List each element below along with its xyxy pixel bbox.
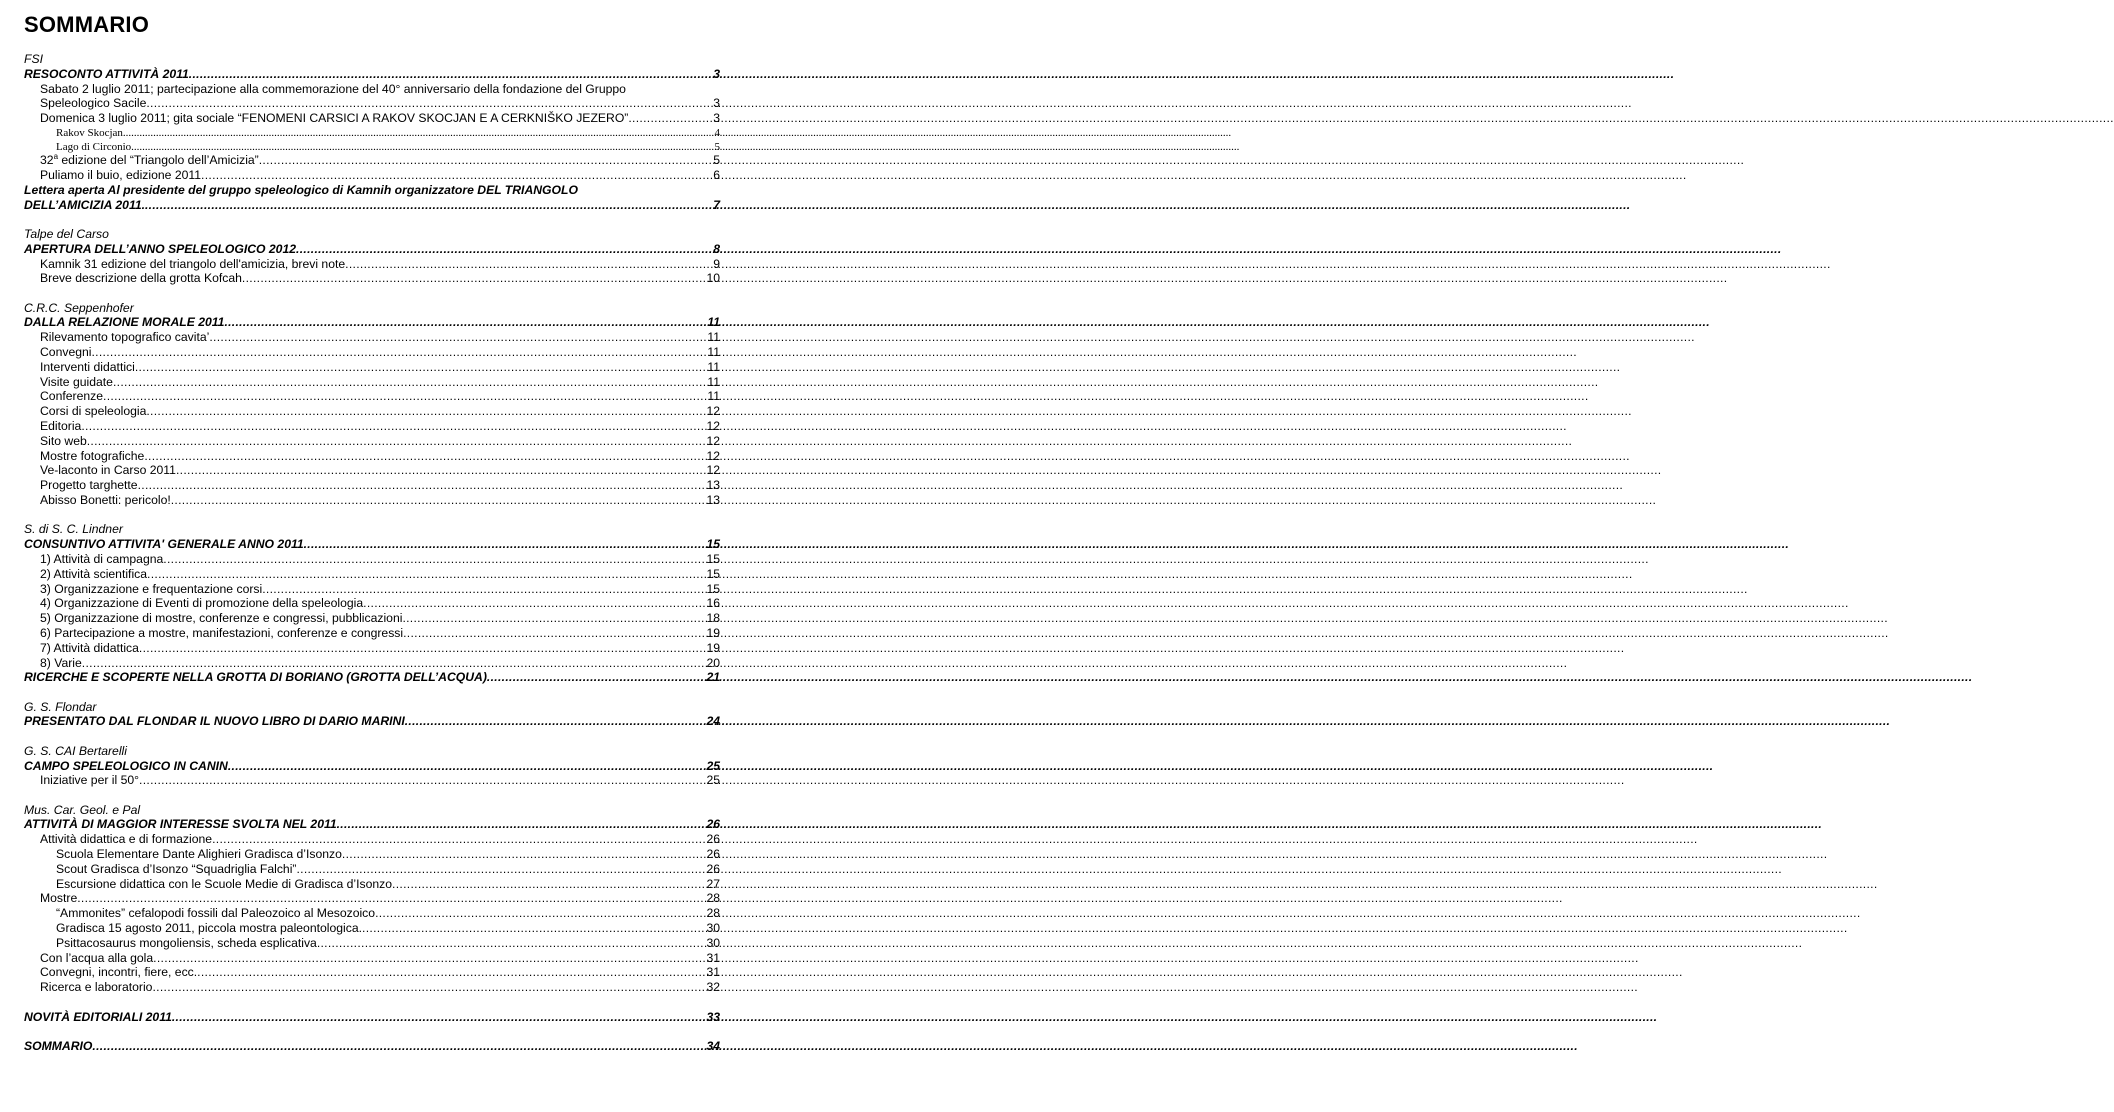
toc-entry-text: Breve descrizione della grotta Kofcah <box>40 271 242 286</box>
dot-leader <box>392 877 705 891</box>
dot-leader <box>146 96 712 110</box>
page-number: 11 <box>707 359 720 374</box>
toc-entry-text: Iniziative per il 50° <box>40 773 140 788</box>
toc-entry-text: APERTURA DELL’ANNO SPELEOLOGICO 2012 <box>24 241 297 256</box>
page-number: 30 <box>706 921 720 935</box>
toc-entry-line1[interactable] <box>24 82 720 96</box>
page-number: 15 <box>706 551 720 566</box>
page-number: 15 <box>706 537 720 552</box>
toc-entry[interactable] <box>24 345 720 359</box>
page-number: 27 <box>706 876 720 891</box>
dot-leader <box>304 537 706 551</box>
dot-leader <box>487 670 706 684</box>
dot-leader <box>92 345 707 359</box>
toc-entry-title-part: Lettera aperta Al presidente del gruppo speleologico di Kamnih organizzatore DEL TRIANGOLO <box>24 182 578 197</box>
toc-entry-title <box>56 862 296 876</box>
toc-group-heading: FSI <box>24 52 43 66</box>
toc-entry[interactable] <box>24 891 720 905</box>
page-number: 25 <box>706 773 720 788</box>
toc-entry-title <box>40 271 242 285</box>
toc-entry[interactable] <box>24 847 720 861</box>
toc-entry-title-part: Sabato 2 luglio 2011; partecipazione alla commemorazione del 40° anniversario della fondazione del Gruppo <box>40 81 626 96</box>
toc-entry-text: Convegni <box>40 345 92 359</box>
toc-entry-title <box>40 478 138 492</box>
toc-group-heading: C.R.C. Seppenhofer <box>24 300 134 315</box>
page-number: 12 <box>706 433 720 448</box>
toc-entry-title <box>40 552 163 566</box>
dot-leader <box>139 773 705 787</box>
toc-entry-text: Kamnik 31 edizione del triangolo dell'amicizia, brevi note <box>40 256 346 271</box>
toc-entry-text: NOVITÀ EDITORIALI 2011 <box>24 1009 172 1024</box>
toc-entry-text: CAMPO SPELEOLOGICO IN CANIN <box>24 758 228 773</box>
dot-leader <box>296 242 712 256</box>
toc-entry-text: RESOCONTO ATTIVITÀ 2011 <box>24 66 189 81</box>
toc-entry-text: Psittacosaurus mongoliensis, scheda esplicativa <box>56 935 317 950</box>
dot-leader <box>152 980 705 994</box>
toc-entry-text: “Ammonites” cefalopodi fossili dal Paleozoico al Mesozoico <box>56 906 376 921</box>
document-page <box>0 0 739 1112</box>
toc-entry-text: SOMMARIO <box>24 1038 93 1053</box>
dot-leader <box>153 951 705 965</box>
toc-entry-title <box>40 626 403 640</box>
toc-entry[interactable] <box>24 315 720 329</box>
toc-entry[interactable] <box>24 670 720 684</box>
toc-entry-text: Scuola Elementare Dante Alighieri Gradisca d’Isonzo <box>56 847 342 861</box>
toc-entry-title <box>40 360 135 374</box>
toc-entry-text: 3) Organizzazione e frequentazione corsi <box>40 581 263 596</box>
page-number: 16 <box>706 596 720 611</box>
toc-entry-text: Puliamo il buio, edizione 2011 <box>40 168 202 182</box>
toc-entry-title <box>56 877 392 891</box>
toc-entry-title <box>40 951 153 965</box>
toc-entry[interactable] <box>24 980 720 994</box>
page-number: 19 <box>706 625 720 640</box>
toc-entry[interactable] <box>24 965 720 979</box>
toc-entry-text: Corsi di speleologia <box>40 404 147 419</box>
dot-leader <box>171 493 706 507</box>
page-number: 11 <box>707 345 720 359</box>
toc-entry[interactable] <box>24 111 720 125</box>
dot-leader <box>81 419 705 433</box>
dot-leader <box>113 375 706 389</box>
toc-entry-title <box>40 168 201 182</box>
toc-entry[interactable] <box>24 419 720 433</box>
toc-entry[interactable] <box>24 714 720 728</box>
page-number: 31 <box>706 965 720 980</box>
dot-leader <box>209 330 706 344</box>
dot-leader <box>197 965 705 979</box>
page-number: 11 <box>707 374 720 389</box>
toc-entry-title <box>40 641 139 655</box>
toc-group-heading: Mus. Car. Geol. e Pal <box>24 802 141 817</box>
toc-entry-title <box>56 847 342 861</box>
toc-entry-text: Convegni, incontri, fiere, ecc. <box>40 965 198 980</box>
toc-entry-text: Mostre fotografiche <box>40 448 145 463</box>
toc-entry[interactable] <box>24 404 720 418</box>
toc-entry[interactable] <box>24 567 720 581</box>
toc-entry-text: CONSUNTIVO ATTIVITA' GENERALE ANNO 2011 <box>24 537 304 552</box>
dot-leader <box>145 198 712 212</box>
toc-group-heading: G. S. Flondar <box>24 699 97 714</box>
page-number: 3 <box>713 111 720 126</box>
dot-leader <box>144 449 705 463</box>
toc-entry-title <box>40 567 147 581</box>
toc-entry-text: Visite guidate <box>40 374 113 389</box>
toc-entry-title <box>24 817 337 831</box>
toc-entry-title <box>40 493 171 507</box>
toc-entry[interactable] <box>24 126 720 140</box>
toc-entry[interactable] <box>24 817 720 831</box>
toc-entry-text: Scout Gradisca d’Isonzo “Squadriglia Falchi” <box>56 861 297 876</box>
toc-entry-title <box>24 1039 92 1053</box>
toc-entry-text: 8) Varie <box>40 655 82 670</box>
toc-entry[interactable] <box>24 140 720 154</box>
dot-leader <box>176 463 705 477</box>
page-number: 26 <box>706 832 720 847</box>
toc-entry[interactable] <box>24 198 720 212</box>
toc-entry-title <box>40 463 176 477</box>
dot-leader <box>138 478 706 492</box>
page-number: 33 <box>706 1009 720 1024</box>
dot-leader <box>82 656 706 670</box>
dot-leader <box>77 891 705 905</box>
toc-entry-text: Escursione didattica con le Scuole Medie di Gradisca d’Isonzo <box>56 876 393 891</box>
toc-entry[interactable] <box>24 330 720 344</box>
toc-entry[interactable] <box>24 596 720 610</box>
dot-leader <box>123 126 714 140</box>
toc-entry-text: 4) Organizzazione di Eventi di promozione della speleologia <box>40 596 364 611</box>
dot-leader <box>92 1039 705 1053</box>
page-number: 9 <box>713 256 720 271</box>
page-number: 11 <box>707 330 720 345</box>
dot-leader <box>212 832 705 846</box>
toc-entry-title <box>24 242 296 256</box>
toc-entry-title <box>40 375 113 389</box>
toc-entry-text: edizione del “Triangolo dell’Amicizia” <box>58 153 259 168</box>
toc-entry[interactable] <box>24 168 720 182</box>
page-number: 10 <box>706 271 720 286</box>
page-number: 32 <box>706 980 720 995</box>
toc-entry[interactable] <box>24 537 720 551</box>
dot-leader <box>262 582 705 596</box>
toc-group-heading: Talpe del Carso <box>24 226 109 241</box>
toc-entry-text: Speleologico Sacile <box>40 96 147 111</box>
toc-entry-title <box>40 832 212 846</box>
dot-leader <box>103 389 706 403</box>
page-number: 13 <box>706 493 720 507</box>
page-number: 28 <box>706 906 720 921</box>
page-number: 24 <box>706 714 720 729</box>
dot-leader <box>189 67 712 81</box>
page-number: 11 <box>707 315 720 330</box>
toc-entry-text: DELL’AMICIZIA 2011. <box>24 197 145 212</box>
page-number: 26 <box>706 817 720 832</box>
toc-entry[interactable] <box>24 877 720 891</box>
toc-entry-title <box>24 67 189 81</box>
dot-leader <box>402 611 705 625</box>
page-number: 12 <box>706 404 720 419</box>
toc-entry-line1[interactable] <box>24 183 720 197</box>
toc-entry[interactable] <box>24 936 720 950</box>
toc-entry-title <box>24 759 228 773</box>
toc-entry-number: 32 <box>40 153 54 168</box>
page-number: 11 <box>707 389 720 404</box>
toc-group-heading: S. di S. C. Lindner <box>24 522 123 537</box>
dot-leader <box>172 1010 706 1024</box>
dot-leader <box>135 360 707 374</box>
toc-entry-title <box>24 315 224 329</box>
toc-entry-title <box>40 434 87 448</box>
toc-entry-title <box>24 1010 172 1024</box>
dot-leader <box>146 404 705 418</box>
toc-entry-text: DALLA RELAZIONE MORALE 2011 <box>24 315 225 330</box>
toc-entry-title <box>40 449 144 463</box>
dot-leader <box>139 641 706 655</box>
page-number: 3 <box>713 66 720 81</box>
toc-entry-title <box>56 906 375 920</box>
toc-entry[interactable] <box>24 656 720 670</box>
toc-entry[interactable] <box>24 582 720 596</box>
toc-entry[interactable] <box>24 921 720 935</box>
toc-entry-title <box>40 96 146 110</box>
toc-entry-text: Conferenze <box>40 389 104 404</box>
page-number: 31 <box>706 950 720 965</box>
toc-entry-title <box>40 596 363 610</box>
toc-entry-title <box>56 921 362 935</box>
toc-entry-text: 5) Organizzazione di mostre, conferenze e congressi, pubblicazioni <box>40 611 403 626</box>
page-number: 12 <box>706 419 720 433</box>
dot-leader <box>131 140 713 154</box>
toc-entry-text: Domenica 3 luglio 2011; gita sociale “FENOMENI CARSICI A RAKOV SKOCJAN E A CERKNIŠKO JEZERO” <box>40 111 629 126</box>
dot-leader <box>163 552 705 566</box>
toc-entry[interactable] <box>24 1010 720 1024</box>
toc-entry-title <box>40 891 77 905</box>
toc-entry-title <box>40 773 139 787</box>
dot-leader <box>375 906 705 920</box>
toc-entry-text: Editoria <box>40 419 82 433</box>
toc-entry[interactable] <box>24 552 720 566</box>
page-number: 19 <box>706 640 720 655</box>
toc-entry-text: 1) Attività di campagna <box>40 551 164 566</box>
toc-entry-title <box>40 980 152 994</box>
toc-entry[interactable] <box>24 832 720 846</box>
toc-group-heading: G. S. CAI Bertarelli <box>24 743 127 758</box>
toc-entry[interactable] <box>24 153 720 167</box>
page-number: 5 <box>713 153 720 168</box>
toc-entry[interactable] <box>24 759 720 773</box>
toc-entry-title <box>40 330 209 344</box>
toc-entry[interactable] <box>24 375 720 389</box>
toc-entry[interactable] <box>24 478 720 492</box>
page-number: 8 <box>713 241 720 256</box>
toc-entry[interactable] <box>24 389 720 403</box>
dot-leader <box>87 434 706 448</box>
toc-entry[interactable] <box>24 611 720 625</box>
toc-entry-text: Abisso Bonetti: pericolo! <box>40 493 171 507</box>
toc-entry-title <box>40 404 146 418</box>
page-number: 4 <box>714 127 720 139</box>
dot-leader <box>201 168 712 182</box>
toc-entry-text: Attività didattica e di formazione <box>40 832 213 847</box>
dot-leader <box>403 626 705 640</box>
toc-entry[interactable] <box>24 242 720 256</box>
page-number: 18 <box>706 611 720 626</box>
toc-entry-text: 2) Attività scientifica <box>40 566 148 581</box>
superscript: a <box>53 152 59 162</box>
toc-entry-title <box>40 257 345 271</box>
toc-entry[interactable] <box>24 493 720 507</box>
page-number: 20 <box>706 655 720 670</box>
dot-leader <box>628 111 712 125</box>
page-number: 3 <box>713 96 720 111</box>
page-number: 34 <box>706 1038 720 1053</box>
toc-entry-title <box>24 714 405 728</box>
dot-leader <box>345 257 712 271</box>
toc-entry-title <box>40 153 259 167</box>
dot-leader <box>224 315 706 329</box>
dot-leader <box>147 567 705 581</box>
toc-entry-title <box>40 111 628 125</box>
toc-entry-text: Ve-laconto in Carso 2011 <box>40 463 176 478</box>
page-number: 15 <box>706 566 720 581</box>
toc-entry-text: Mostre <box>40 891 78 906</box>
toc-entry-title <box>40 345 92 359</box>
toc-entry[interactable] <box>24 773 720 787</box>
toc-entry-text: Sito web <box>40 433 87 448</box>
toc-entry-text: Ricerca e laboratorio <box>40 980 153 995</box>
page-number: 12 <box>706 463 720 478</box>
toc-entry-title <box>24 537 304 551</box>
dot-leader <box>362 921 705 935</box>
toc-entry-text: Rakov Skocjan <box>56 127 123 139</box>
toc-entry-text: Progetto targhette <box>40 478 138 493</box>
page-number: 25 <box>706 758 720 773</box>
toc-entry-text: Gradisca 15 agosto 2011, piccola mostra paleontologica. <box>56 921 363 935</box>
toc-entry[interactable] <box>24 641 720 655</box>
dot-leader <box>337 817 706 831</box>
page-number: 15 <box>706 581 720 596</box>
toc-entry[interactable] <box>24 360 720 374</box>
page-number: 28 <box>706 891 720 906</box>
dot-leader <box>296 862 705 876</box>
toc-entry-text: Lago di Circonio <box>56 140 132 153</box>
toc-entry-title <box>56 126 123 140</box>
toc-entry[interactable] <box>24 449 720 463</box>
toc-entry-title <box>40 656 82 670</box>
toc-entry-text: Con l’acqua alla gola <box>40 950 154 965</box>
dot-leader <box>363 596 705 610</box>
toc-entry-text: Rilevamento topografico cavita’ <box>40 330 210 345</box>
toc-entry-title <box>56 140 131 154</box>
dot-leader <box>228 759 706 773</box>
toc-entry-text: RICERCHE E SCOPERTE NELLA GROTTA DI BORIANO (GROTTA DELL’ACQUA) <box>24 670 487 685</box>
toc-entry-title <box>40 611 402 625</box>
toc-entry-title <box>40 389 103 403</box>
toc-entry-title <box>56 936 317 950</box>
page-number: 26 <box>706 847 720 861</box>
toc-entry-text: ATTIVITÀ DI MAGGIOR INTERESSE SVOLTA NEL 2011 <box>24 817 337 832</box>
toc-entry[interactable] <box>24 67 720 81</box>
toc-entry-text: Interventi didattici <box>40 359 135 374</box>
page-number: 26 <box>706 861 720 876</box>
dot-leader <box>405 714 706 728</box>
page-number: 6 <box>713 168 720 182</box>
toc-entry[interactable] <box>24 463 720 477</box>
toc-entry-text: PRESENTATO DAL FLONDAR IL NUOVO LIBRO DI DARIO MARINI <box>24 714 405 729</box>
page-number: 30 <box>706 935 720 950</box>
toc-entry[interactable] <box>24 96 720 110</box>
toc-entry-title <box>40 419 81 433</box>
toc-entry-title <box>24 670 487 684</box>
toc-entry[interactable] <box>24 862 720 876</box>
toc-entry[interactable] <box>24 1039 720 1053</box>
toc-entry-text: 7) Attività didattica <box>40 640 139 655</box>
toc-entry[interactable] <box>24 951 720 965</box>
dot-leader <box>242 271 706 285</box>
page-number: 12 <box>706 448 720 463</box>
toc-entry[interactable] <box>24 271 720 285</box>
dot-leader <box>259 153 712 167</box>
toc-entry[interactable] <box>24 257 720 271</box>
dot-leader <box>317 936 706 950</box>
page-number: 5 <box>714 140 720 153</box>
page-title: SOMMARIO <box>24 12 150 37</box>
toc-entry-text: 6) Partecipazione a mostre, manifestazioni, conferenze e congressi <box>40 625 404 640</box>
page-number: 21 <box>706 670 720 685</box>
dot-leader <box>342 847 706 861</box>
toc-entry-title <box>40 582 262 596</box>
page-number: 13 <box>706 478 720 493</box>
toc-entry[interactable] <box>24 434 720 448</box>
toc-entry[interactable] <box>24 906 720 920</box>
page-number: 7 <box>713 197 720 212</box>
toc-entry-title <box>40 965 197 979</box>
toc-entry[interactable] <box>24 626 720 640</box>
toc-entry-title <box>24 198 145 212</box>
